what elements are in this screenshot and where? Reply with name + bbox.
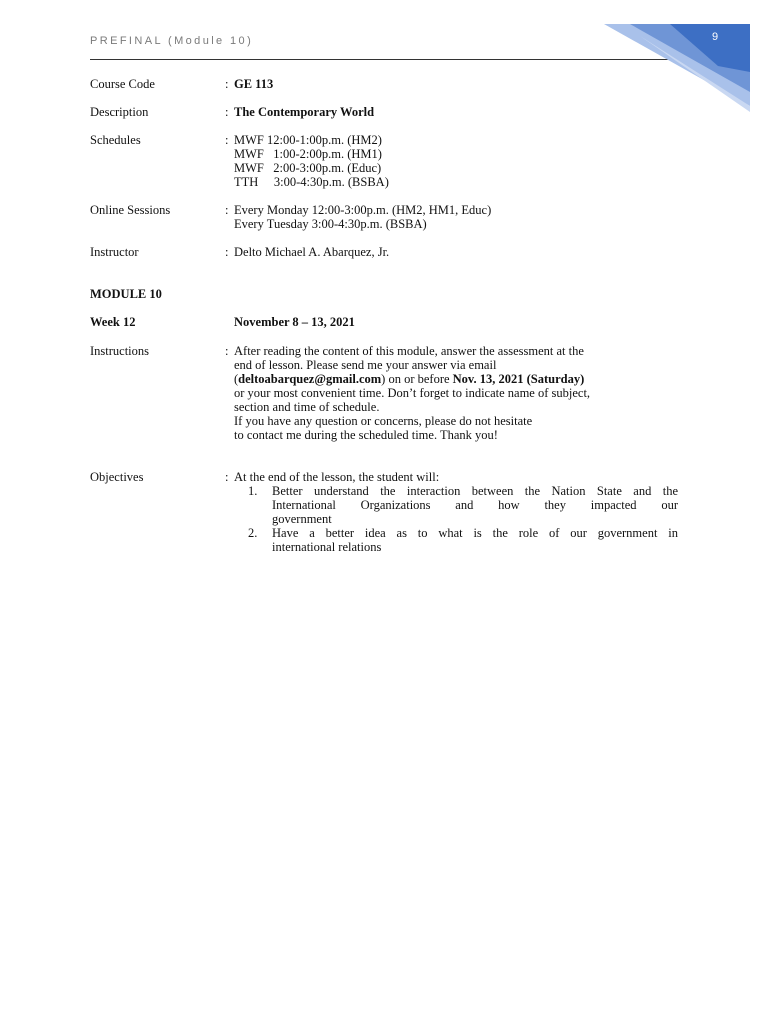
instructions-label: Instructions [90, 344, 150, 358]
schedule-item: MWF 2:00-3:00p.m. (Educ) [234, 161, 382, 175]
instructions-line: If you have any question or concerns, please do not hesitate [234, 414, 533, 428]
instructions-text [234, 344, 590, 442]
objective-line: international relations [272, 540, 382, 554]
online-session-item: Every Monday 12:00-3:00p.m. (HM2, HM1, Educ) [234, 203, 492, 217]
objectives-list [248, 484, 678, 554]
instructor-label: Instructor [90, 245, 139, 259]
description-value: The Contemporary World [234, 105, 375, 119]
online-sessions-list [234, 203, 491, 231]
objective-line: Better understand the interaction between the Nation State and the [272, 484, 678, 498]
course-code-label: Course Code [90, 77, 155, 91]
separator: : [225, 245, 229, 259]
course-code-value: GE 113 [234, 77, 274, 91]
instructor-value: Delto Michael A. Abarquez, Jr. [234, 245, 390, 259]
open-paren: ( [234, 372, 239, 386]
schedules-label: Schedules [90, 133, 141, 147]
separator: : [225, 344, 229, 358]
separator: : [225, 203, 229, 217]
separator: : [225, 77, 229, 91]
online-sessions-label: Online Sessions [90, 203, 171, 217]
objectives-label: Objectives [90, 470, 144, 484]
objective-item [248, 526, 678, 554]
schedules-list [234, 133, 389, 189]
instructions-line: end of lesson. Please send me your answer via email [234, 358, 497, 372]
instructions-line: or your most convenient time. Don’t forget to indicate name of subject, [234, 386, 591, 400]
week-value: November 8 – 13, 2021 [234, 315, 355, 329]
instructor-email: deltoabarquez@gmail.com [238, 372, 382, 386]
instructions-line: section and time of schedule. [234, 400, 380, 414]
objective-number: 2. [248, 526, 258, 540]
instructions-line: After reading the content of this module, answer the assessment at the [234, 344, 584, 358]
objective-line: International Organizations and how they impacted our [272, 498, 678, 512]
page-number: 9 [711, 31, 719, 43]
module-title: MODULE 10 [90, 287, 162, 301]
separator: : [225, 133, 229, 147]
instructions-line [234, 372, 590, 386]
separator: : [225, 470, 229, 484]
header-title: PREFINAL (Module 10) [90, 35, 254, 47]
objective-number: 1. [248, 484, 258, 498]
schedule-item: MWF 12:00-1:00p.m. (HM2) [234, 133, 382, 147]
objective-item [248, 484, 678, 526]
objectives-intro: At the end of the lesson, the student will: [234, 470, 440, 484]
objective-line: government [272, 512, 332, 526]
week-label: Week 12 [90, 315, 136, 329]
description-label: Description [90, 105, 149, 119]
corner-decoration [600, 22, 750, 112]
separator: : [225, 105, 229, 119]
instructions-line: to contact me during the scheduled time. Thank you! [234, 428, 498, 442]
schedule-item: MWF 1:00-2:00p.m. (HM1) [234, 147, 382, 161]
objective-line: Have a better idea as to what is the role of our government in [272, 526, 678, 540]
deadline-prefix: ) on or before [381, 372, 453, 386]
schedule-item: TTH 3:00-4:30p.m. (BSBA) [234, 175, 389, 189]
online-session-item: Every Tuesday 3:00-4:30p.m. (BSBA) [234, 217, 427, 231]
header-rule [90, 59, 673, 60]
deadline-date: Nov. 13, 2021 (Saturday) [452, 372, 585, 386]
